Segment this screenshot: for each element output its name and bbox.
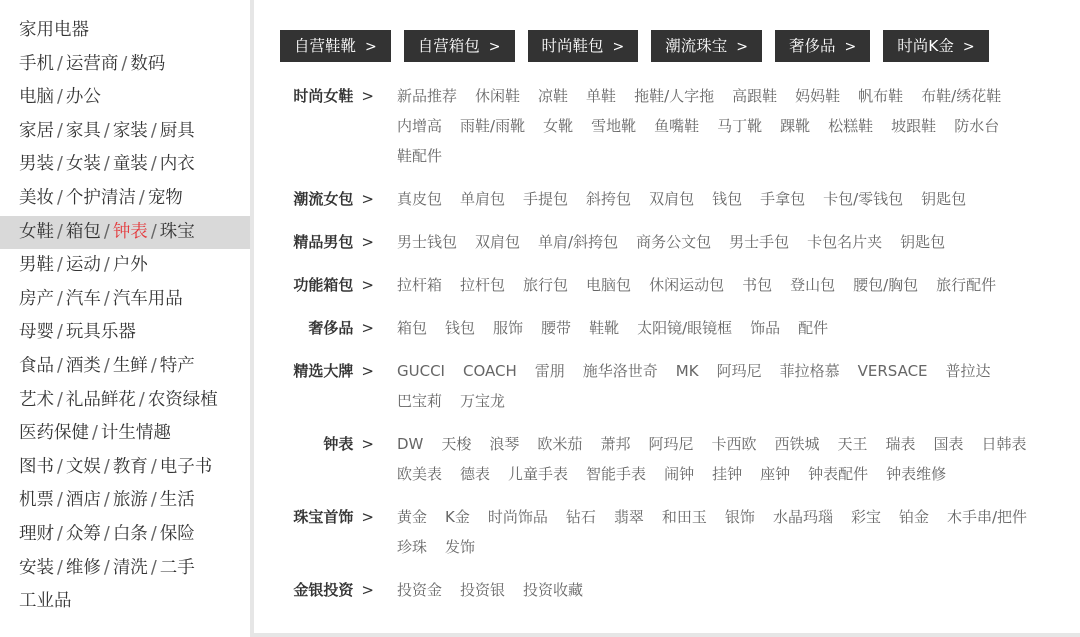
subcategory-link[interactable]: 雨鞋/雨靴: [460, 117, 526, 135]
subcategory-link[interactable]: 珍珠: [397, 538, 428, 556]
sidebar-category-link[interactable]: 工业品: [19, 591, 72, 612]
separator: /: [150, 154, 157, 175]
subcategory-link[interactable]: 卡包/零钱包: [823, 190, 904, 208]
subcategory-link[interactable]: 钱包: [712, 190, 743, 208]
subcategory-link[interactable]: 座钟: [760, 465, 791, 483]
subcategory-link[interactable]: 单鞋: [586, 87, 617, 105]
sidebar-category-link[interactable]: 机票: [19, 490, 54, 511]
subcategory-items: [397, 227, 1060, 257]
sidebar-category-link[interactable]: 箱包: [65, 221, 101, 242]
chevron-right-icon: >: [361, 319, 374, 337]
subcategory-link[interactable]: 普拉达: [945, 362, 991, 380]
subcategory-link[interactable]: 手拿包: [760, 190, 806, 208]
sidebar-category-link[interactable]: 美妆: [19, 187, 54, 208]
subcategory-link[interactable]: 单肩包: [460, 190, 506, 208]
subcategory-link[interactable]: 服饰: [493, 319, 524, 337]
subcategory-link[interactable]: 卡包名片夹: [807, 233, 883, 251]
subcategory-link[interactable]: 智能手表: [586, 465, 647, 483]
subcategory-link[interactable]: 鞋配件: [397, 147, 443, 165]
featured-tag-label: 自营箱包: [417, 37, 480, 55]
featured-tag-button[interactable]: [883, 30, 988, 62]
subcategory-link[interactable]: 商务公文包: [636, 233, 712, 251]
sidebar-category-row: [0, 316, 250, 350]
subcategory-link[interactable]: 木手串/把件: [946, 508, 1028, 526]
subcategory-link[interactable]: 拉杆包: [460, 276, 506, 294]
sidebar-category-link[interactable]: 酒店: [65, 490, 101, 511]
sidebar-category-link[interactable]: 女装: [65, 154, 101, 175]
sidebar-category-link[interactable]: 维修: [65, 557, 101, 578]
sidebar-category-link[interactable]: 汽车: [65, 288, 101, 309]
subcategory-link[interactable]: 腰带: [541, 319, 572, 337]
separator: /: [57, 557, 63, 578]
subcategory-group-title[interactable]: [274, 270, 397, 300]
sidebar-category-row: [0, 48, 250, 82]
sidebar-category-row: [0, 451, 250, 485]
sidebar-category-link[interactable]: 食品: [19, 355, 54, 376]
sidebar-category-row: [0, 216, 250, 250]
separator: /: [57, 456, 63, 477]
sidebar-category-link[interactable]: 安装: [19, 557, 54, 578]
subcategory-items: [397, 502, 1060, 562]
chevron-right-icon: >: [612, 39, 625, 55]
separator: /: [103, 154, 110, 175]
separator: /: [150, 523, 157, 544]
subcategory-group-title[interactable]: [274, 575, 397, 605]
subcategory-group-label: 奢侈品: [308, 319, 354, 337]
sidebar-category-row: [0, 249, 250, 283]
separator: /: [150, 456, 157, 477]
subcategory-link[interactable]: 投资银: [460, 581, 506, 599]
subcategory-link[interactable]: 施华洛世奇: [582, 362, 658, 380]
subcategory-groups: [274, 81, 1060, 618]
sidebar-category-row: [0, 115, 250, 149]
chevron-right-icon: >: [736, 39, 748, 55]
sidebar-category-link[interactable]: 个护清洁: [65, 187, 136, 208]
chevron-right-icon: >: [844, 39, 857, 55]
subcategory-link[interactable]: GUCCI: [397, 362, 445, 380]
subcategory-link[interactable]: 真皮包: [397, 190, 443, 208]
subcategory-group-label: 精品男包: [293, 233, 354, 251]
subcategory-link[interactable]: 彩宝: [850, 508, 881, 526]
separator: /: [103, 456, 110, 477]
separator: /: [103, 255, 110, 276]
subcategory-link[interactable]: 黄金: [397, 508, 428, 526]
chevron-right-icon: >: [361, 87, 374, 105]
subcategory-group: [274, 270, 1060, 300]
sidebar-category-row: [0, 81, 250, 115]
subcategory-items: [397, 429, 1060, 489]
subcategory-link[interactable]: 单肩/斜挎包: [538, 233, 619, 251]
subcategory-link[interactable]: 书包: [742, 276, 773, 294]
chevron-right-icon: >: [488, 39, 501, 55]
panel-bottom-border: [254, 633, 1080, 637]
sidebar-category-row: [0, 148, 250, 182]
sidebar-category-link[interactable]: 文娱: [65, 456, 101, 477]
subcategory-link[interactable]: 休闲运动包: [649, 276, 725, 294]
subcategory-link[interactable]: 拖鞋/人字拖: [634, 87, 715, 105]
subcategory-link[interactable]: 铂金: [898, 508, 929, 526]
separator: /: [103, 120, 110, 141]
separator: /: [57, 322, 63, 343]
sidebar-category-link[interactable]: 女鞋: [19, 221, 54, 242]
sidebar-category-link[interactable]: 内衣: [159, 154, 195, 175]
subcategory-link[interactable]: 钥匙包: [900, 233, 946, 251]
sidebar-category-row: [0, 417, 250, 451]
subcategory-link[interactable]: VERSACE: [857, 362, 928, 380]
subcategory-link[interactable]: 双肩包: [649, 190, 695, 208]
subcategory-link[interactable]: 欧美表: [397, 465, 443, 483]
subcategory-group-title[interactable]: [274, 81, 397, 171]
sidebar-category-link[interactable]: 医药保健: [19, 423, 89, 444]
subcategory-link[interactable]: 儿童手表: [508, 465, 569, 483]
featured-tag-label: 潮流珠宝: [665, 37, 728, 55]
subcategory-link[interactable]: 挂钟: [712, 465, 743, 483]
subcategory-link[interactable]: 布鞋/绣花鞋: [921, 87, 1002, 105]
sidebar-category-link[interactable]: 钟表: [112, 221, 148, 242]
sidebar-category-link[interactable]: 众筹: [65, 523, 101, 544]
featured-tag-button[interactable]: [651, 30, 762, 62]
separator: /: [103, 221, 110, 242]
subcategory-link[interactable]: 投资收藏: [523, 581, 584, 599]
separator: /: [150, 221, 157, 242]
featured-tag-button[interactable]: [528, 30, 639, 62]
subcategory-group: [274, 81, 1060, 171]
subcategory-group-title[interactable]: [274, 313, 397, 343]
chevron-right-icon: >: [361, 190, 374, 208]
subcategory-link[interactable]: 闹钟: [664, 465, 695, 483]
subcategory-group: [274, 184, 1060, 214]
sidebar-category-link[interactable]: 房产: [19, 288, 54, 309]
subcategory-group-label: 钟表: [323, 435, 354, 453]
chevron-right-icon: >: [361, 581, 374, 599]
featured-tag-label: 奢侈品: [789, 37, 836, 55]
sidebar-category-link[interactable]: 保险: [159, 523, 195, 544]
subcategory-link[interactable]: 旅行配件: [936, 276, 997, 294]
separator: /: [150, 355, 157, 376]
subcategory-group: [274, 429, 1060, 489]
subcategory-link[interactable]: COACH: [462, 362, 517, 380]
sidebar-category-link[interactable]: 酒类: [65, 355, 101, 376]
separator: /: [57, 53, 63, 74]
separator: /: [92, 423, 98, 444]
subcategory-link[interactable]: 松糕鞋: [828, 117, 874, 135]
sidebar-category-row: [0, 384, 250, 418]
subcategory-link[interactable]: 男士钱包: [397, 233, 458, 251]
sidebar-category-link[interactable]: 宠物: [147, 187, 183, 208]
sidebar-category-link[interactable]: 户外: [112, 255, 148, 276]
separator: /: [57, 389, 63, 410]
separator: /: [103, 523, 110, 544]
subcategory-group-label: 珠宝首饰: [293, 508, 354, 526]
featured-tag-button[interactable]: [404, 30, 515, 62]
featured-tag-label: 时尚鞋包: [541, 37, 604, 55]
category-flyout-panel: [254, 0, 1080, 637]
sidebar-category-link[interactable]: 家装: [112, 120, 148, 141]
sidebar-category-link[interactable]: 电子书: [159, 456, 213, 477]
sidebar-category-link[interactable]: 电脑: [19, 87, 54, 108]
sidebar-category-link[interactable]: 特产: [159, 355, 195, 376]
subcategory-group-label: 金银投资: [293, 581, 354, 599]
subcategory-link[interactable]: 浪琴: [489, 435, 520, 453]
subcategory-group-title[interactable]: [274, 356, 397, 416]
sidebar-category-link[interactable]: 二手: [159, 557, 195, 578]
sidebar-category-link[interactable]: 母婴: [19, 322, 54, 343]
chevron-right-icon: >: [365, 39, 377, 55]
subcategory-group-title[interactable]: [274, 502, 397, 562]
separator: /: [138, 187, 145, 208]
subcategory-group-title[interactable]: [274, 227, 397, 257]
subcategory-link[interactable]: 钥匙包: [921, 190, 967, 208]
sidebar-category-row: [0, 182, 250, 216]
subcategory-link[interactable]: 箱包: [397, 319, 428, 337]
subcategory-group: [274, 356, 1060, 416]
subcategory-link[interactable]: 男士手包: [729, 233, 790, 251]
sidebar-category-link[interactable]: 清洗: [112, 557, 148, 578]
subcategory-link[interactable]: 防水台: [954, 117, 1000, 135]
sidebar-category-link[interactable]: 计生情趣: [100, 423, 171, 444]
subcategory-link[interactable]: 内增高: [397, 117, 443, 135]
subcategory-link[interactable]: 阿玛尼: [716, 362, 762, 380]
sidebar-category-link[interactable]: 玩具乐器: [65, 322, 136, 343]
separator: /: [57, 255, 63, 276]
sidebar-category-link[interactable]: 运营商: [65, 53, 119, 74]
subcategory-group-label: 精选大牌: [293, 362, 354, 380]
subcategory-group: [274, 575, 1060, 605]
subcategory-link[interactable]: 万宝龙: [460, 392, 506, 410]
subcategory-group: [274, 502, 1060, 562]
subcategory-group: [274, 227, 1060, 257]
sidebar-category-link[interactable]: 厨具: [159, 120, 195, 141]
separator: /: [150, 557, 157, 578]
sidebar-category-link[interactable]: 图书: [19, 456, 54, 477]
subcategory-items: [397, 270, 1060, 300]
sidebar-category-link[interactable]: 生活: [159, 490, 195, 511]
subcategory-link[interactable]: K金: [445, 508, 470, 526]
chevron-right-icon: >: [361, 362, 374, 380]
separator: /: [57, 187, 63, 208]
chevron-right-icon: >: [361, 508, 374, 526]
subcategory-link[interactable]: 发饰: [445, 538, 476, 556]
subcategory-link[interactable]: 新品推荐: [397, 87, 458, 105]
subcategory-group-title[interactable]: [274, 429, 397, 489]
sidebar-category-row: [0, 585, 250, 619]
subcategory-link[interactable]: 雷朋: [534, 362, 565, 380]
subcategory-items: [397, 575, 1060, 605]
separator: /: [150, 120, 157, 141]
subcategory-link[interactable]: 马丁靴: [717, 117, 763, 135]
subcategory-link[interactable]: 日韩表: [981, 435, 1027, 453]
subcategory-link[interactable]: MK: [675, 362, 699, 380]
subcategory-link[interactable]: 阿玛尼: [648, 435, 694, 453]
subcategory-link[interactable]: 配件: [798, 319, 829, 337]
subcategory-link[interactable]: 巴宝莉: [397, 392, 443, 410]
subcategory-link[interactable]: 高跟鞋: [732, 87, 778, 105]
subcategory-group: [274, 313, 1060, 343]
subcategory-link[interactable]: 雪地靴: [591, 117, 637, 135]
separator: /: [103, 490, 110, 511]
sidebar-category-row: [0, 518, 250, 552]
subcategory-link[interactable]: 拉杆箱: [397, 276, 443, 294]
subcategory-group-label: 潮流女包: [293, 190, 354, 208]
separator: /: [103, 288, 110, 309]
subcategory-link[interactable]: 德表: [460, 465, 491, 483]
sidebar-category-row: [0, 484, 250, 518]
sidebar-category-link[interactable]: 家用电器: [19, 20, 89, 40]
subcategory-link[interactable]: 银饰: [724, 508, 755, 526]
sidebar-category-link[interactable]: 男鞋: [19, 255, 54, 276]
subcategory-link[interactable]: 妈妈鞋: [795, 87, 841, 105]
chevron-right-icon: >: [962, 39, 975, 55]
subcategory-link[interactable]: 投资金: [397, 581, 443, 599]
sidebar-category-link[interactable]: 教育: [112, 456, 148, 477]
chevron-right-icon: >: [361, 435, 374, 453]
sidebar-category-link[interactable]: 办公: [65, 87, 101, 108]
subcategory-link[interactable]: 水晶玛瑙: [772, 508, 833, 526]
subcategory-link[interactable]: 天王: [837, 435, 868, 453]
separator: /: [57, 154, 63, 175]
subcategory-link[interactable]: 欧米茄: [537, 435, 583, 453]
sidebar-category-link[interactable]: 童装: [112, 154, 148, 175]
subcategory-link[interactable]: 斜挎包: [586, 190, 632, 208]
sidebar-category-link[interactable]: 手机: [19, 53, 54, 74]
featured-tag-button[interactable]: [280, 30, 391, 62]
subcategory-link[interactable]: 女靴: [543, 117, 574, 135]
subcategory-items: [397, 81, 1060, 171]
sidebar-category-row: [0, 283, 250, 317]
sidebar-category-link[interactable]: 礼品鲜花: [65, 389, 136, 410]
subcategory-link[interactable]: 菲拉格慕: [779, 362, 840, 380]
sidebar-category-link[interactable]: 艺术: [19, 389, 54, 410]
separator: /: [57, 120, 63, 141]
sidebar-category-link[interactable]: 旅游: [112, 490, 148, 511]
subcategory-link[interactable]: 翡翠: [613, 508, 644, 526]
subcategory-link[interactable]: 鞋靴: [589, 319, 620, 337]
separator: /: [57, 221, 63, 242]
subcategory-link[interactable]: 天梭: [441, 435, 472, 453]
subcategory-link[interactable]: 太阳镜/眼镜框: [637, 319, 733, 337]
separator: /: [103, 557, 110, 578]
sidebar-category-row: [0, 552, 250, 586]
subcategory-link[interactable]: 坡跟鞋: [891, 117, 937, 135]
sidebar-category-link[interactable]: 白条: [112, 523, 148, 544]
subcategory-link[interactable]: 休闲鞋: [475, 87, 521, 105]
subcategory-items: [397, 184, 1060, 214]
chevron-right-icon: >: [361, 276, 374, 294]
subcategory-link[interactable]: 鱼嘴鞋: [654, 117, 700, 135]
subcategory-link[interactable]: 饰品: [750, 319, 781, 337]
subcategory-link[interactable]: 腰包/胸包: [853, 276, 919, 294]
sidebar-category-row: [0, 350, 250, 384]
separator: /: [103, 355, 110, 376]
subcategory-items: [397, 313, 1060, 343]
sidebar-category-link[interactable]: 家具: [65, 120, 101, 141]
subcategory-link[interactable]: 电脑包: [586, 276, 632, 294]
featured-tag-label: 时尚K金: [897, 37, 954, 55]
sidebar-category-link[interactable]: 汽车用品: [112, 288, 183, 309]
subcategory-link[interactable]: 钟表配件: [808, 465, 869, 483]
subcategory-link[interactable]: 踝靴: [780, 117, 811, 135]
featured-tag-button[interactable]: [775, 30, 870, 62]
category-sidebar: [0, 0, 250, 637]
subcategory-link[interactable]: 国表: [933, 435, 964, 453]
sidebar-category-link[interactable]: 理财: [19, 523, 54, 544]
subcategory-link[interactable]: DW: [397, 435, 424, 453]
sidebar-category-link[interactable]: 农资绿植: [147, 389, 218, 410]
subcategory-items: [397, 356, 1060, 416]
subcategory-link[interactable]: 瑞表: [885, 435, 916, 453]
separator: /: [121, 53, 128, 74]
chevron-right-icon: >: [361, 233, 374, 251]
subcategory-link[interactable]: 钱包: [445, 319, 476, 337]
sidebar-category-link[interactable]: 运动: [65, 255, 101, 276]
subcategory-group-title[interactable]: [274, 184, 397, 214]
separator: /: [57, 490, 63, 511]
subcategory-link[interactable]: 萧邦: [600, 435, 631, 453]
featured-tag-label: 自营鞋靴: [294, 37, 357, 55]
separator: /: [57, 87, 63, 108]
subcategory-link[interactable]: 卡西欧: [711, 435, 757, 453]
separator: /: [138, 389, 145, 410]
sidebar-category-link[interactable]: 家居: [19, 120, 54, 141]
subcategory-link[interactable]: 旅行包: [523, 276, 569, 294]
subcategory-link[interactable]: 凉鞋: [538, 87, 569, 105]
sidebar-category-link[interactable]: 生鲜: [112, 355, 148, 376]
subcategory-link[interactable]: 登山包: [790, 276, 836, 294]
subcategory-link[interactable]: 钟表维修: [886, 465, 947, 483]
sidebar-category-link[interactable]: 数码: [130, 53, 166, 74]
subcategory-group-label: 时尚女鞋: [293, 87, 354, 105]
subcategory-link[interactable]: 帆布鞋: [858, 87, 904, 105]
separator: /: [57, 355, 63, 376]
featured-tags: [280, 30, 1002, 62]
sidebar-category-link[interactable]: 珠宝: [159, 221, 195, 242]
subcategory-link[interactable]: 手提包: [523, 190, 569, 208]
subcategory-group-label: 功能箱包: [293, 276, 354, 294]
separator: /: [150, 490, 157, 511]
subcategory-link[interactable]: 和田玉: [661, 508, 707, 526]
subcategory-link[interactable]: 时尚饰品: [487, 508, 548, 526]
subcategory-link[interactable]: 钻石: [565, 508, 596, 526]
sidebar-category-link[interactable]: 男装: [19, 154, 54, 175]
subcategory-link[interactable]: 西铁城: [774, 435, 820, 453]
separator: /: [57, 288, 63, 309]
separator: /: [57, 523, 63, 544]
sidebar-category-row: [0, 14, 250, 48]
subcategory-link[interactable]: 双肩包: [475, 233, 521, 251]
